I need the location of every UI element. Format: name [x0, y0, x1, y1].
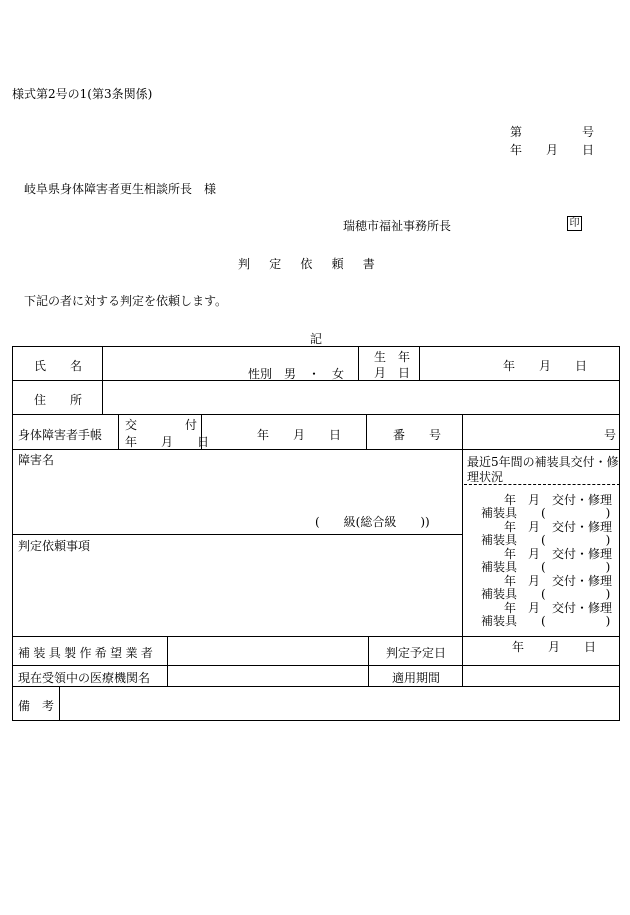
col-line — [419, 346, 420, 380]
disability-label: 障害名 — [18, 453, 55, 467]
col-line — [167, 636, 168, 686]
name-label: 氏 名 — [34, 359, 83, 373]
row-line — [12, 414, 620, 415]
scheduled-label: 判定予定日 — [386, 646, 447, 660]
seal-mark: 印 — [567, 216, 582, 231]
number-label: 番 号 — [393, 428, 442, 442]
scheduled-date: 年 月 日 — [512, 640, 597, 654]
request-label: 判定依頼事項 — [18, 539, 91, 553]
issue-date: 年 月 日 — [257, 428, 342, 442]
date-month: 月 — [546, 143, 559, 157]
gender-label: 性別 男 ・ 女 — [248, 367, 345, 381]
row-line — [12, 534, 463, 535]
form-number: 様式第2号の1(第3条関係) — [12, 87, 153, 101]
history-date: 年 月 交付・修理 — [504, 520, 613, 534]
history-date: 年 月 交付・修理 — [504, 601, 613, 615]
col-line — [59, 686, 60, 721]
birth-date: 年 月 日 — [503, 359, 588, 373]
period-label: 適用期間 — [392, 671, 441, 685]
number-suffix: 号 — [604, 428, 617, 442]
issue-label-1: 交 付 — [125, 418, 198, 432]
maker-label: 補装具製作希望業者 — [18, 646, 157, 660]
document-title: 判 定 依 頼 書 — [238, 257, 379, 271]
techo-label: 身体障害者手帳 — [18, 428, 103, 442]
issue-label-2: 年 月 日 — [125, 435, 210, 449]
row-line — [12, 686, 620, 687]
row-line — [12, 665, 620, 666]
history-date: 年 月 交付・修理 — [504, 547, 613, 561]
history-item: 補装具 ( ) — [481, 614, 611, 628]
birth-label-2: 月 日 — [374, 366, 411, 380]
history-label-2: 理状況 — [467, 470, 504, 484]
col-line — [368, 636, 369, 686]
intro-text: 下記の者に対する判定を依頼します。 — [24, 294, 228, 308]
col-line — [462, 414, 463, 686]
doc-number-go: 号 — [582, 125, 595, 139]
history-item: 補装具 ( ) — [481, 533, 611, 547]
ki-label: 記 — [310, 332, 323, 346]
date-day: 日 — [582, 143, 595, 157]
sender: 瑞穂市福祉事務所長 — [343, 219, 452, 233]
col-line — [366, 414, 367, 449]
birth-label-1: 生 年 — [374, 350, 411, 364]
remarks-label: 備 考 — [18, 699, 55, 713]
col-line — [358, 346, 359, 380]
row-line — [12, 449, 620, 450]
history-date: 年 月 交付・修理 — [504, 574, 613, 588]
col-line — [102, 346, 103, 414]
address-label: 住 所 — [34, 393, 83, 407]
date-year: 年 — [510, 143, 523, 157]
history-date: 年 月 交付・修理 — [504, 493, 613, 507]
history-label-1: 最近5年間の補装具交付・修 — [467, 455, 619, 469]
history-item: 補装具 ( ) — [481, 587, 611, 601]
addressee: 岐阜県身体障害者更生相談所長 様 — [24, 182, 217, 196]
doc-number-dai: 第 — [510, 125, 523, 139]
medical-label: 現在受領中の医療機関名 — [18, 671, 151, 685]
row-line — [12, 636, 620, 637]
history-item: 補装具 ( ) — [481, 506, 611, 520]
grade-text: ( 級(総合級 )) — [315, 515, 430, 529]
col-line — [118, 414, 119, 449]
history-item: 補装具 ( ) — [481, 560, 611, 574]
